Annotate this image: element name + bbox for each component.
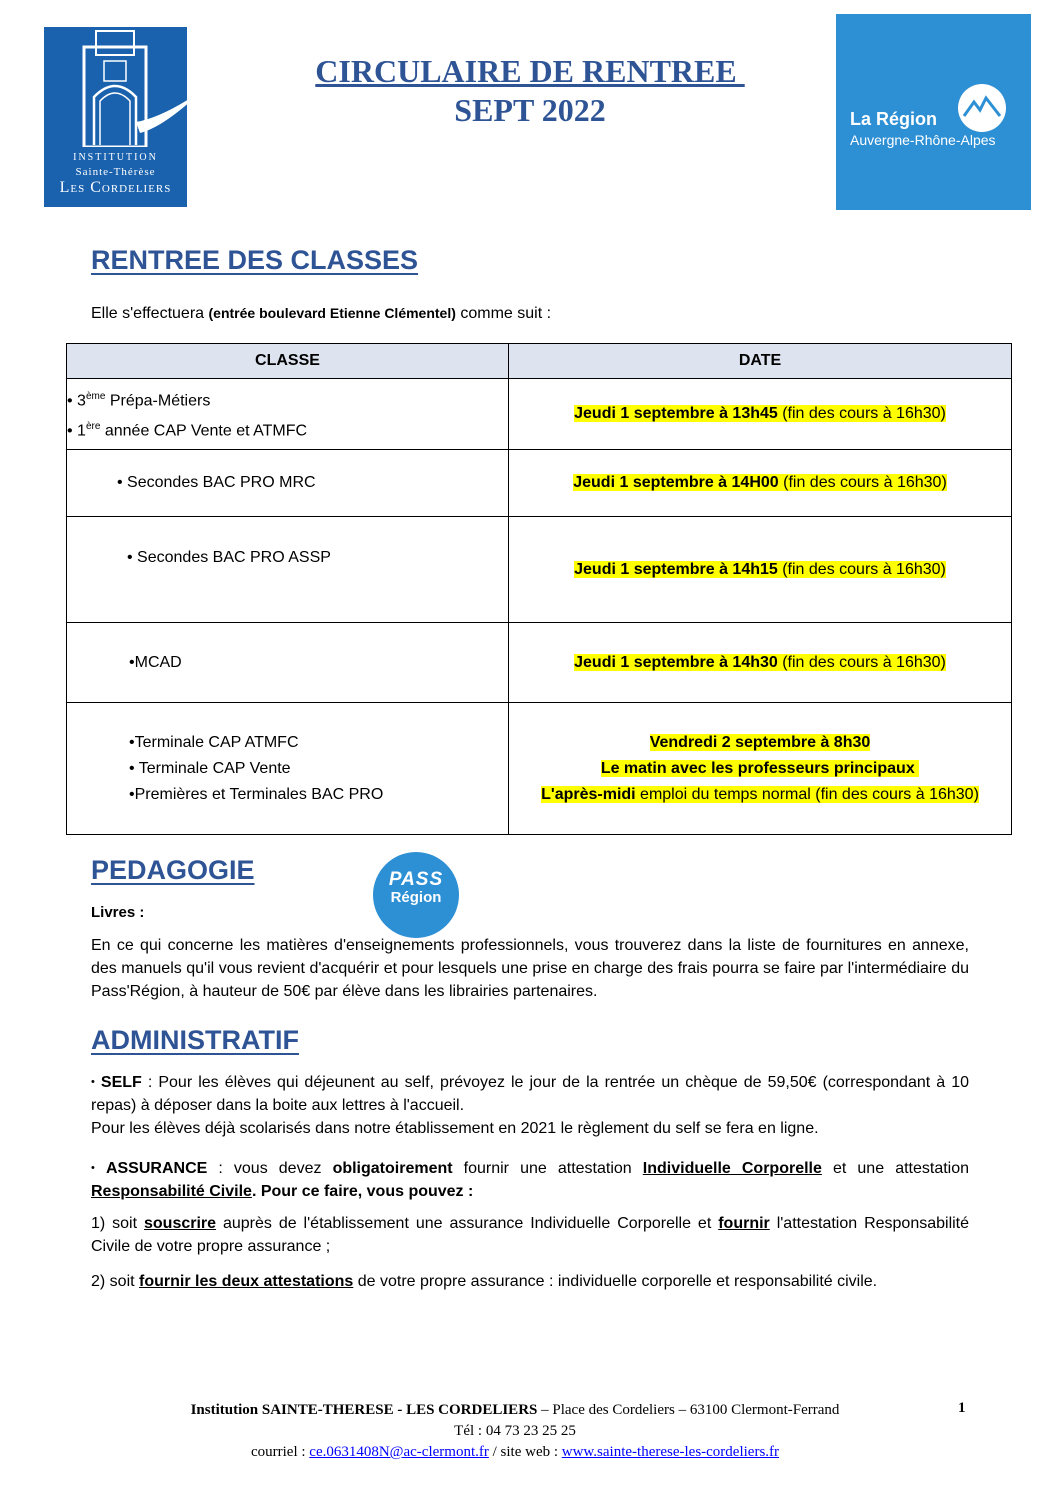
header-classe: CLASSE — [67, 344, 509, 379]
self-paragraph: • SELF : Pour les élèves qui déjeunent au self, prévoyez le jour de la rentrée un chèque de 59,50€ (correspondant à 10 repas) à déposer dans la boite aux lettres à l'accueil. Pour les élèves déjà scolarisés dans notre établissement en 2021 le règlement du self se fera en ligne. — [91, 1074, 969, 1137]
email-link[interactable]: ce.0631408N@ac-clermont.fr — [309, 1444, 489, 1460]
date-line-3: emploi du temps normal (fin des cours à 16h30) — [635, 785, 979, 803]
building-icon — [44, 27, 187, 147]
class-item: • 1ère année CAP Vente et ATMFC — [67, 421, 308, 440]
section-title-pedagogie: PEDAGOGIE — [91, 855, 255, 885]
date-cell: Jeudi 1 septembre à 14h30 (fin des cours à 16h30) — [509, 623, 1012, 703]
self-text-2: Pour les élèves déjà scolarisés dans notre établissement en 2021 le règlement du self se fera en ligne. — [91, 1120, 819, 1137]
table-row — [67, 379, 1012, 450]
footer-line-1 — [100, 1400, 930, 1421]
class-cell — [67, 379, 509, 450]
logo-line-2: Sainte-Thérèse — [75, 166, 156, 178]
pass-region-badge — [373, 852, 459, 938]
section-title-administratif: ADMINISTRATIF — [91, 1025, 299, 1055]
date-cell: Jeudi 1 septembre à 13h45 (fin des cours à 16h30) — [509, 379, 1012, 450]
class-cell — [67, 450, 509, 517]
self-label: SELF — [100, 1074, 142, 1091]
class-item: • Secondes BAC PRO MRC — [117, 474, 316, 491]
intro-text: Elle s'effectuera — [91, 305, 209, 322]
table-row — [67, 450, 1012, 517]
intro-bold-text: (entrée boulevard Etienne Clémentel) — [208, 305, 456, 321]
footer-phone: Tél : 04 73 23 25 25 — [454, 1423, 576, 1439]
pedagogie-text: En ce qui concerne les matières d'enseignements professionnels, vous trouverez dans la liste de fournitures en annexe, des manuels qu'il vous revient d'acquérir et pour lesquels une prise en charge des frais pourra se faire par l'intermédiaire du Pass'Région, à hauteur de 50€ par élève dans les librairies partenaires. — [91, 937, 969, 1000]
class-item: •MCAD — [129, 653, 182, 671]
page-number: 1 — [958, 1400, 966, 1416]
class-item: •Terminale CAP ATMFC — [129, 733, 299, 751]
logo-line-3: Les Cordeliers — [59, 179, 172, 196]
livres-label: Livres : — [91, 904, 145, 921]
assurance-option-2: 2) soit fournir les deux attestations de votre propre assurance : individuelle corporelle et responsabilité civile. — [91, 1273, 878, 1290]
page-title — [230, 52, 830, 130]
date-cell — [509, 703, 1012, 835]
schedule-table — [66, 343, 1012, 835]
title-line-1: CIRCULAIRE DE RENTREE — [315, 53, 745, 89]
self-text: : Pour les élèves qui déjeunent au self, prévoyez le jour de la rentrée un chèque de 59,50€ (correspondant à 10 repas) à déposer dans la boite aux lettres à l'accueil. — [91, 1074, 969, 1114]
class-item: •Premières et Terminales BAC PRO — [129, 785, 384, 803]
date-line-2: Le matin avec les professeurs principaux — [600, 759, 920, 777]
footer-line-3: courriel : ce.0631408N@ac-clermont.fr / site web : www.sainte-therese-les-cordeliers.fr — [250, 1444, 780, 1460]
footer-institution: Institution SAINTE-THERESE - LES CORDELIERS — [190, 1402, 538, 1418]
region-logo-line-1: La Région — [850, 109, 938, 129]
date-cell: Jeudi 1 septembre à 14h15 (fin des cours à 16h30) — [509, 517, 1012, 623]
class-cell — [67, 623, 509, 703]
table-row — [67, 517, 1012, 623]
footer-address: – Place des Cordeliers – 63100 Clermont-Ferrand — [537, 1402, 840, 1418]
class-cell — [67, 703, 509, 835]
institution-logo-text — [44, 151, 187, 197]
table-row — [67, 703, 1012, 835]
header-date: DATE — [509, 344, 1012, 379]
table-header-row — [67, 344, 1012, 379]
date-line-3-bold: L'après-midi — [541, 785, 636, 803]
badge-line-2: Région — [390, 889, 442, 906]
class-item: • Secondes BAC PRO ASSP — [127, 549, 331, 566]
section-title-rentree: RENTREE DES CLASSES — [91, 245, 419, 275]
class-item: • Terminale CAP Vente — [129, 759, 291, 777]
table-row — [67, 623, 1012, 703]
intro-text-end: comme suit : — [455, 305, 552, 322]
mountain-icon — [956, 82, 1012, 138]
class-cell — [67, 517, 509, 623]
institution-logo — [44, 27, 187, 207]
region-logo-line-2: Auvergne-Rhône-Alpes — [850, 132, 996, 148]
logo-line-1: INSTITUTION — [73, 152, 158, 163]
title-line-2: SEPT 2022 — [454, 92, 606, 128]
badge-line-1: PASS — [388, 869, 444, 890]
footer — [100, 1400, 930, 1463]
region-logo — [836, 14, 1031, 210]
rentree-intro — [91, 302, 551, 325]
assurance-paragraph: • ASSURANCE : vous devez obligatoirement fournir une attestation Individuelle Corporelle et une attestation Responsabilité Civile. Pour ce faire, vous pouvez : — [91, 1160, 970, 1200]
date-line-1: Vendredi 2 septembre à 8h30 — [649, 733, 871, 751]
date-cell: Jeudi 1 septembre à 14H00 (fin des cours à 16h30) — [509, 450, 1012, 517]
class-item: • 3ème Prépa-Métiers — [67, 390, 211, 409]
assurance-option-1: 1) soit souscrire auprès de l'établissement une assurance Individuelle Corporelle et fournir l'attestation Responsabilité Civile de votre propre assurance ; — [91, 1215, 970, 1255]
website-link[interactable]: www.sainte-therese-les-cordeliers.fr — [561, 1444, 780, 1460]
